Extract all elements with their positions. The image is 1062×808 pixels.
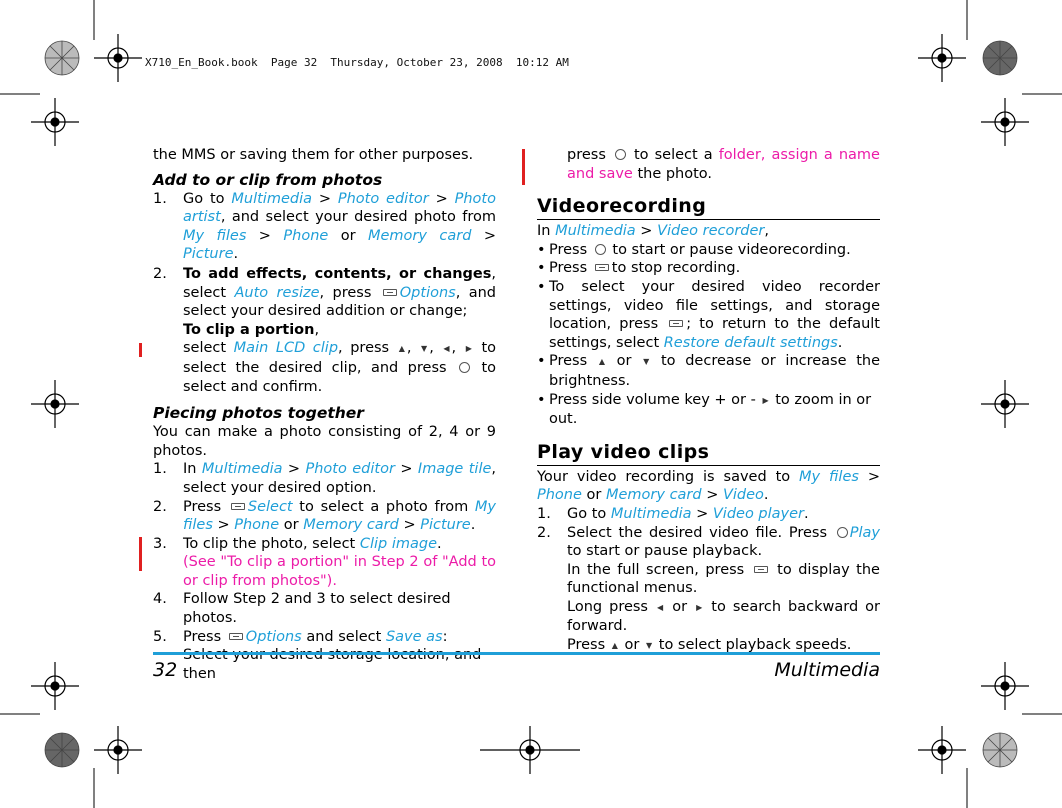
ok-key-icon [594,244,606,255]
bullet-item: • To select your desired video recorder settings, video file settings, and storage location, press ; to return to the default settings, select Restore default settings. [537,278,880,351]
menu-path: In Multimedia > Video recorder, [537,223,769,240]
right-column [537,146,880,656]
change-bar [139,537,142,571]
list-item: 2. Press Select to select a photo from My files > Phone or Memory card > Picture. [153,498,496,534]
list-item: 1. In Multimedia > Photo editor > Image tile, select your desired option. [153,461,497,496]
nav-up-icon: ▲ [598,357,605,367]
bullet-item: • Press to start or pause videorecording. [537,241,851,258]
section-intro: Your video recording is saved to My files > Phone or Memory card > Video. [537,468,880,504]
softkey-icon [594,262,610,273]
nav-left-icon: ◀ [443,344,450,354]
nav-down-icon: ▼ [646,641,653,651]
bullet-item: • Press ▲ or ▼ to decrease or increase the brightness. [537,353,880,389]
nav-up-icon: ▲ [398,344,405,354]
nav-down-icon: ▼ [421,344,428,354]
cross-reference-note: (See "To clip a portion" in Step 2 of "Add to or clip from photos"). [183,554,496,589]
intro-text: the MMS or saving them for other purposes. [153,147,474,163]
section-intro: You can make a photo consisting of 2, 4 or 9 photos. [153,424,496,459]
nav-right-icon: ▶ [696,602,703,612]
section-heading: Add to or clip from photos [153,170,383,189]
ok-key-icon [836,527,848,538]
list-item: 2. Select the desired video file. Press Play to start or pause playback. In the full screen, press to display the functional menus. Long press ◀ or ▶ to search backward or forward. Press ▲ or ▼ to select playback speeds. [537,524,880,656]
menu-link: Multimedia [231,190,312,207]
bullet-item: • Press to stop recording. [537,260,741,277]
chapter-title: Multimedia [774,659,880,681]
nav-left-icon: ◀ [657,602,664,612]
footer-rule [153,652,880,655]
nav-right-icon: ▶ [465,344,472,354]
softkey-icon [228,631,244,642]
book-slug: X710_En_Book.book Page 32 Thursday, October 23, 2008 10:12 AM [145,56,569,69]
left-column [153,146,496,683]
page-number: 32 [153,659,178,681]
change-bar [522,149,525,185]
nav-up-icon: ▲ [611,641,618,651]
nav-down-icon: ▼ [643,357,650,367]
list-item: 3. To clip the photo, select Clip image. (See "To clip a portion" in Step 2 of "Add to or clip from photos"). [153,535,496,589]
softkey-icon [230,501,246,512]
change-bar [139,343,142,357]
ok-key-icon [458,362,470,373]
softkey-icon [382,287,398,298]
softkey-icon [753,564,769,575]
bullet-item: • Press side volume key + or - ▶ to zoom in or out. [537,391,872,428]
list-item: 1. Go to Multimedia > Video player. [537,505,809,522]
section-heading: Videorecording [537,195,880,220]
list-item: 1. Go to Multimedia > Photo editor > Photo artist, and select your desired photo from My files > Phone or Memory card > Picture. [153,190,496,263]
list-item: 5. Press Options and select Save as: Select your desired storage location, and then [153,628,482,682]
list-item: 2. To add effects, contents, or changes, select Auto resize, press Options, and select your desired addition or change; To clip a portion, select Main LCD clip, press ▲ , ▼ , ◀ , ▶ to select the desired clip, and press to select and confirm. [153,265,497,395]
section-heading: Piecing photos together [153,404,364,423]
continued-text: press to select a folder, assign a name and save the photo. [567,147,880,182]
softkey-icon [668,318,684,329]
ok-key-icon [614,149,626,160]
section-heading: Play video clips [537,441,880,466]
list-item: 4. Follow Step 2 and 3 to select desired photos. [153,591,451,627]
nav-right-icon: ▶ [762,395,769,405]
